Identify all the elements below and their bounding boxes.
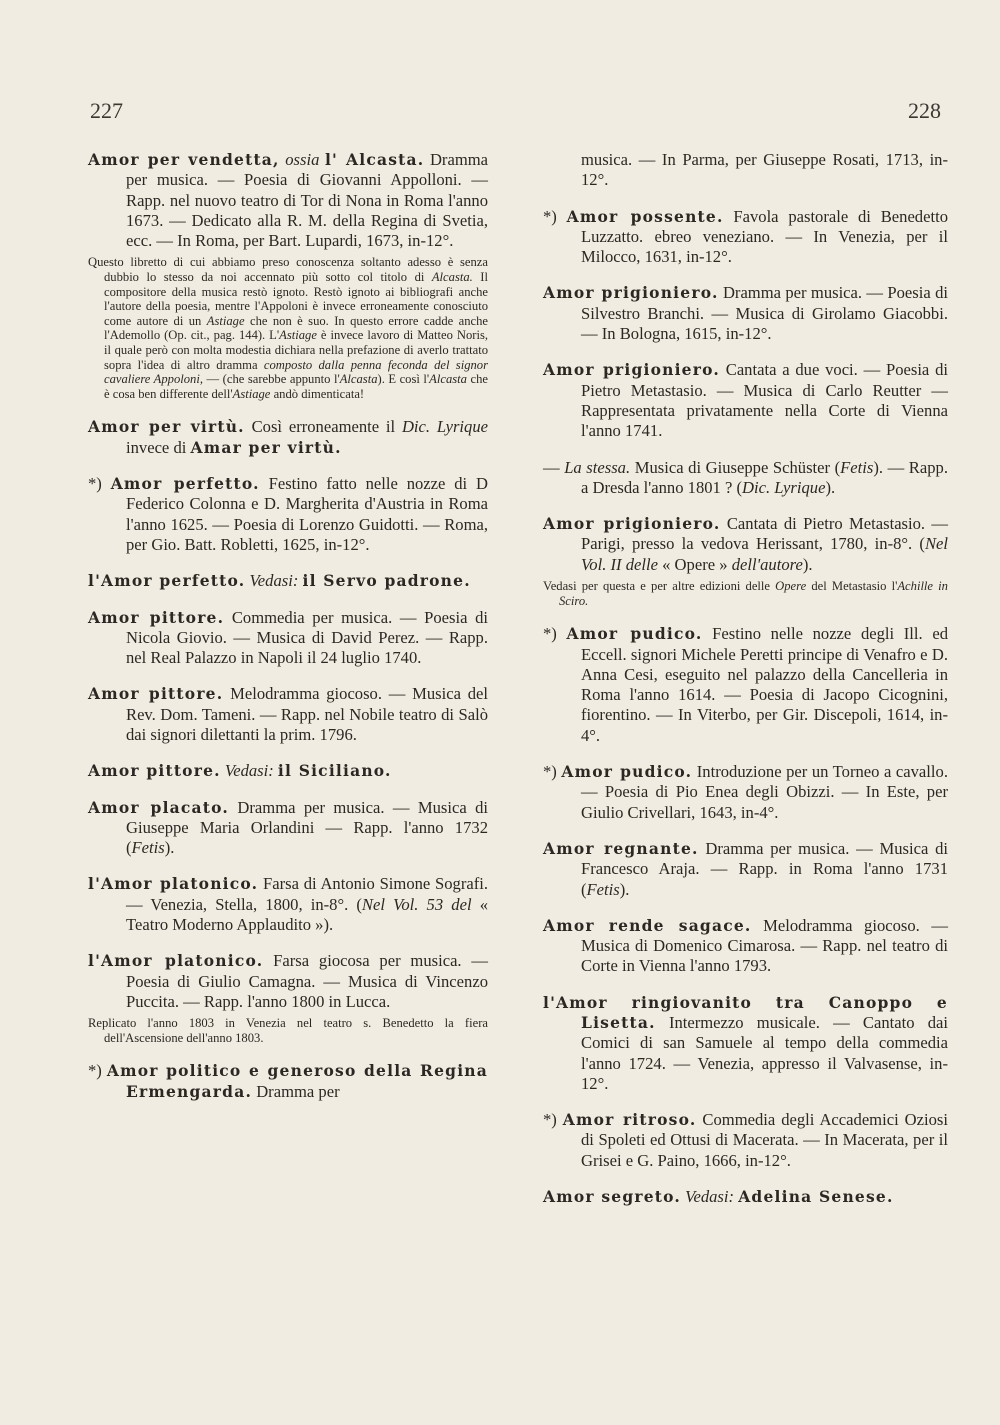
entry-amor-pudico-1 [543, 624, 948, 746]
entry-text: ). — Rapp. a Dresda l'anno 1801 ? ( [581, 457, 948, 497]
right-column [543, 150, 948, 1223]
entry-text: « Teatro Moderno Applaudito »). [126, 894, 488, 935]
entry-text: invece di [126, 437, 187, 457]
entry-text: ). [825, 477, 836, 497]
entry-italic: Nel Vol. II delle [581, 534, 948, 574]
entry-amor-pittore-1 [88, 608, 488, 669]
note-text: che non è suo. In questo errore cadde anche l'Ademollo (Op. cit., pag. 144). L' [104, 313, 489, 343]
note-text: ). E così l' [377, 372, 430, 387]
entry-italic: Fetis [586, 879, 620, 899]
headword: Amor segreto. [543, 1187, 682, 1207]
entry-text: Melodramma giocoso. — Musica del Rev. Dom. Tameni. — Rapp. nel Nobile teatro di Salò dai signori dilettanti la prim. 1796. [126, 684, 488, 744]
entry-text: Commedia per musica. — Poesia di Nicola Giovio. — Musica di David Perez. — Rapp. nel Real Palazzo in Napoli il 24 luglio 1740. [126, 607, 488, 668]
note-text: andò dimenticata! [273, 386, 365, 401]
entry-amor-politico [88, 1061, 488, 1102]
entry-amor-per-virtu [88, 417, 488, 458]
entry-la-stessa [543, 458, 948, 499]
headword: Amor regnante. [543, 838, 699, 858]
note-text: — (che sarebbe appunto l' [206, 372, 340, 387]
entry-italic: Vedasi: [249, 571, 299, 591]
entry-italic: La stessa. [564, 457, 631, 477]
headword: Amor pittore. [88, 761, 221, 781]
page-number-right: 228 [908, 98, 941, 123]
note-metastasio [543, 579, 948, 608]
headword: Amor pudico. [566, 624, 703, 644]
entry-amor-pittore-3 [88, 761, 488, 781]
entry-text: Festino nelle nozze degli Ill. ed Eccell. signori Michele Peretti principe di Venafro e D. Anna Cesi, eseguito nel palazzo della Cancelleria in Roma l'anno 1614. — Poesia di Jacopo Cicognini, fiorentino. — In Viterbo, per Gir. Discepoli, 1614, in-4°. [581, 624, 949, 745]
note-text: che è cosa ben differente dell' [104, 372, 488, 401]
note-italic: Opere [775, 579, 807, 594]
headword-ref: Adelina Senese. [738, 1187, 894, 1207]
note-italic: Alcasta [429, 372, 467, 387]
headword: Amor per virtù. [88, 417, 245, 437]
left-column [88, 150, 488, 1118]
note-italic: Astiage [232, 386, 271, 401]
entry-text: « Opere » [662, 554, 728, 574]
headword: l'Amor ringiovanito tra Canoppo e Lisetta. [543, 992, 948, 1032]
entry-text: ). [619, 879, 630, 899]
entry-text: Dramma per musica. — Poesia di Giovanni Appolloni. — Rapp. nel nuovo teatro di Tor di Nona in Roma l'anno 1673. — Dedicato alla R. M. della Regina di Svetia, ecc. — In Roma, per Bart. Lupardi, 1673, in-12°. [126, 150, 489, 251]
headword: Amor prigioniero. [543, 514, 721, 534]
entry-amor-perfetto [88, 474, 488, 555]
headword: l'Amor platonico. [88, 951, 264, 971]
entry-text: Commedia degli Accademici Oziosi di Spoleti ed Ottusi di Macerata. — In Macerata, per il Grisei e G. Paino, 1666, in-12°. [581, 1110, 948, 1170]
entry-amor-rende-sagace [543, 916, 948, 977]
dash-mark: — [543, 457, 560, 477]
entry-text: ). [802, 554, 813, 574]
entry-amor-regnante [543, 839, 948, 900]
note-text: è invece lavoro di Matteo Noris, il quale però con molta modestia dichiara nella prefazione di averlo trattato sopra l'idea di altro dramma [104, 328, 489, 372]
headword-ref: il Servo padrone. [302, 571, 471, 591]
note-replicato [88, 1016, 488, 1045]
entry-text: Favola pastorale di Benedetto Luzzatto. ebreo veneziano. — In Venezia, per il Milocco, 1631, in-12°. [581, 206, 948, 267]
note-italic: Alcasta [339, 372, 378, 387]
headword: l'Amor platonico. [88, 874, 259, 894]
entry-text: Musica di Giuseppe Schüster ( [634, 457, 841, 477]
headword: Amor politico e generoso della Regina Ermengarda. [106, 1061, 488, 1101]
page-number-left: 227 [90, 98, 123, 123]
entry-l-amor-platonico-2 [88, 951, 488, 1012]
headword-ref: il Siciliano. [277, 761, 392, 781]
entry-amor-placato [88, 798, 488, 859]
note-text: Il compositore della musica restò ignoto. Restò ignoto ai bibliografi anche l'autore della poesia, mentre l'Appoloni è invece erroneamente conosciuto come autore di un [104, 270, 488, 328]
entry-text: Dramma per musica. — Musica di Francesco Araja. — Rapp. in Roma l'anno 1731 ( [581, 838, 948, 899]
entry-text: Introduzione per un Torneo a cavallo. — Poesia di Pio Enea degli Obizzi. — In Este, per Giulio Crivellari, 1643, in-4°. [581, 762, 948, 822]
entry-italic: Dic. Lyrique [742, 477, 826, 497]
entry-text: musica. — In Parma, per Giuseppe Rosati, 1713, in-12°. [581, 150, 948, 190]
asterisk-mark: *) [543, 206, 557, 226]
entry-text: Melodramma giocoso. — Musica di Domenico Cimarosa. — Rapp. nel teatro di Corte in Vienna l'anno 1793. [581, 915, 948, 976]
note-alcasta [88, 255, 488, 401]
entry-italic: Nel Vol. 53 del [361, 894, 472, 914]
headword-alt: l' Alcasta. [324, 150, 425, 169]
asterisk-mark: *) [543, 762, 557, 782]
entry-italic: Dic. Lyrique [401, 417, 488, 437]
note-text: del Metastasio l' [811, 579, 898, 594]
entry-continuation [543, 150, 948, 191]
headword: Amor ritroso. [562, 1110, 697, 1130]
entry-amor-prigioniero-2 [543, 360, 948, 441]
entry-l-amor-perfetto [88, 571, 488, 591]
headword: Amor possente. [566, 206, 724, 226]
connector: ossia [285, 150, 320, 169]
entry-amor-segreto [543, 1187, 948, 1207]
entry-text: Cantata di Pietro Metastasio. — Parigi, presso la vedova Herissant, 1780, in-8°. ( [581, 514, 948, 554]
entry-text: Dramma per musica. — Poesia di Silvestro Branchi. — Musica di Girolamo Giacobbi. — In Bologna, 1615, in-12°. [581, 283, 948, 344]
entry-text: Intermezzo musicale. — Cantato dai Comici di san Samuele al tempo della commedia l'anno 1724. — Venezia, appresso il Valvasense, in-12°. [581, 1012, 948, 1093]
headword: Amor perfetto. [110, 474, 260, 494]
headword: Amor prigioniero. [543, 283, 719, 303]
headword-ref: Amar per virtù. [190, 437, 342, 457]
entry-text: Cantata a due voci. — Poesia di Pietro Metastasio. — Musica di Carlo Reutter — Rappresentata privatamente nella Corte di Vienna l'anno 1741. [581, 360, 948, 441]
headword: Amor pudico. [561, 762, 693, 782]
entry-italic: dell'autore [731, 554, 803, 574]
entry-text: Dramma per [256, 1081, 340, 1101]
headword: l'Amor perfetto. [88, 571, 246, 591]
note-italic: Achille in Sciro. [559, 579, 948, 608]
note-text: Replicato l'anno 1803 in Venezia nel teatro s. Benedetto la fiera dell'Ascensione dell'anno 1803. [88, 1016, 488, 1045]
asterisk-mark: *) [543, 1110, 557, 1130]
entry-text: ). [164, 838, 175, 858]
entry-italic: Vedasi: [685, 1187, 735, 1207]
entry-l-amor-platonico-1 [88, 874, 488, 935]
entry-amor-prigioniero-3 [543, 514, 948, 575]
note-italic: Astiage [206, 313, 245, 328]
entry-l-amor-ringiovanito [543, 993, 948, 1094]
entry-amor-possente [543, 207, 948, 268]
asterisk-mark: *) [543, 624, 557, 644]
headword: Amor per vendetta, [88, 150, 280, 169]
entry-amor-prigioniero-1 [543, 283, 948, 344]
note-italic: composto dalla penna feconda del signor cavaliere Appoloni, [104, 357, 488, 387]
headword: Amor rende sagace. [543, 915, 752, 935]
entry-italic: Vedasi: [224, 761, 274, 781]
asterisk-mark: *) [88, 474, 102, 494]
entry-amor-pittore-2 [88, 684, 488, 745]
entry-italic: Fetis [131, 838, 165, 858]
note-text: Vedasi per questa e per altre edizioni delle [543, 579, 770, 594]
entry-text: Farsa di Antonio Simone Sografi. — Venezia, Stella, 1800, in-8°. ( [126, 874, 489, 914]
note-text: Questo libretto di cui abbiamo preso conoscenza soltanto adesso è senza dubbio lo stesso da noi accennato più sotto col titolo di [88, 255, 488, 285]
headword: Amor pittore. [88, 684, 224, 704]
headword: Amor prigioniero. [543, 360, 720, 380]
entry-text: Dramma per musica. — Musica di Giuseppe Maria Orlandini — Rapp. l'anno 1732 ( [126, 797, 488, 858]
entry-text: Così erroneamente il [251, 417, 396, 437]
note-italic: Astiage [279, 328, 317, 343]
entry-amor-pudico-2 [543, 762, 948, 823]
entry-text: Festino fatto nelle nozze di D Federico Colonna e D. Margherita d'Austria in Roma l'anno 1625. — Poesia di Lorenzo Guidotti. — Roma, per Gio. Batt. Robletti, 1625, in-12°. [126, 474, 489, 554]
note-italic: Alcasta. [431, 270, 473, 285]
entry-text: Farsa giocosa per musica. — Poesia di Giulio Camagna. — Musica di Vincenzo Puccita. — Rapp. l'anno 1800 in Lucca. [126, 951, 488, 1011]
headword: Amor placato. [88, 797, 230, 817]
entry-amor-per-vendetta [88, 150, 488, 251]
asterisk-mark: *) [88, 1061, 102, 1081]
headword: Amor pittore. [88, 607, 225, 627]
entry-amor-ritroso [543, 1110, 948, 1171]
entry-italic: Fetis [840, 457, 874, 477]
